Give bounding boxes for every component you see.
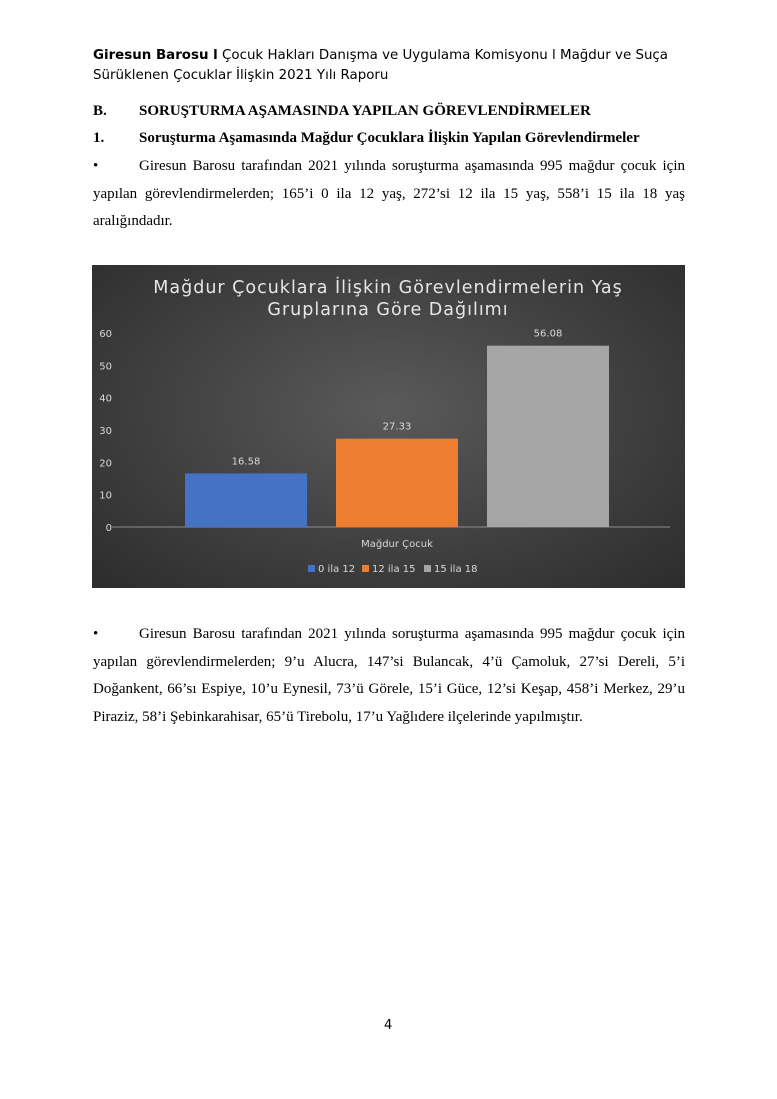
bar-data-label: 27.33 <box>382 421 412 433</box>
legend-label: 12 ila 15 <box>372 564 416 575</box>
y-tick-label: 40 <box>99 393 112 405</box>
section-number: B. <box>93 103 107 119</box>
x-category-label: Mağdur Çocuk <box>361 539 433 550</box>
section-heading <box>93 103 591 120</box>
bullet-text-2: Giresun Barosu tarafından 2021 yılında soruşturma aşamasında 995 mağdur çocuk için yapılan görevlendirmelerden; 9’u Alucra, 147’si Bulancak, 4’ü Çamoluk, 27’si Dereli, 5’i Doğankent, 66’sı Espiye, 10’u Eynesil, 73’ü Görele, 15’i Güce, 12’si Keşap, 458’i Merkez, 29’u Piraziz, 58’i Şebinkarahisar, 65’ü Tirebolu, 17’u Yağlıdere ilçelerinde yapılmıştır. <box>93 626 685 725</box>
subsection-heading <box>93 130 640 147</box>
subsection-number: 1. <box>93 130 105 146</box>
subsection-title: Soruşturma Aşamasında Mağdur Çocuklara İlişkin Yapılan Görevlendirmeler <box>139 130 640 146</box>
chart-canvas <box>92 265 685 588</box>
bar-15-ila-18 <box>487 346 609 527</box>
bullet-icon: • <box>93 158 99 174</box>
y-tick-label: 0 <box>105 523 112 534</box>
bar-data-label: 56.08 <box>533 328 563 340</box>
y-tick-label: 50 <box>99 361 112 373</box>
legend-swatch <box>362 565 369 572</box>
bullet-icon: • <box>93 626 99 642</box>
bullet-paragraph-2 <box>93 621 685 731</box>
legend-label: 15 ila 18 <box>434 564 478 575</box>
bar-data-label: 16.58 <box>231 456 261 468</box>
legend-swatch <box>424 565 431 572</box>
bar-12-ila-15 <box>336 439 458 527</box>
legend-swatch <box>308 565 315 572</box>
y-tick-label: 60 <box>99 329 112 340</box>
bullet-text-1: Giresun Barosu tarafından 2021 yılında soruşturma aşamasında 995 mağdur çocuk için yapılan görevlendirmelerden; 165’i 0 ila 12 yaş, 272’si 12 ila 15 yaş, 558’i 15 ila 18 yaş aralığındadır. <box>93 158 685 229</box>
section-title: SORUŞTURMA AŞAMASINDA YAPILAN GÖREVLENDİRMELER <box>139 103 591 119</box>
page-number: 4 <box>384 1018 393 1033</box>
chart-title-line2: Gruplarına Göre Dağılımı <box>267 300 509 320</box>
bullet-paragraph-1 <box>93 153 685 236</box>
chart-title-line1: Mağdur Çocuklara İlişkin Görevlendirmelerin Yaş <box>153 278 623 298</box>
legend-label: 0 ila 12 <box>318 564 356 575</box>
bar-0-ila-12 <box>185 473 307 527</box>
header-text: Çocuk Hakları Danışma ve Uygulama Komisyonu l Mağdur ve Suça Sürüklenen Çocuklar İlişkin 2021 Yılı Raporu <box>93 48 669 83</box>
header-bold: Giresun Barosu l <box>93 48 218 63</box>
y-tick-label: 20 <box>99 458 112 470</box>
page-header <box>93 46 693 86</box>
bar-chart <box>92 265 685 588</box>
y-tick-label: 30 <box>99 426 112 437</box>
y-tick-label: 10 <box>99 490 112 502</box>
